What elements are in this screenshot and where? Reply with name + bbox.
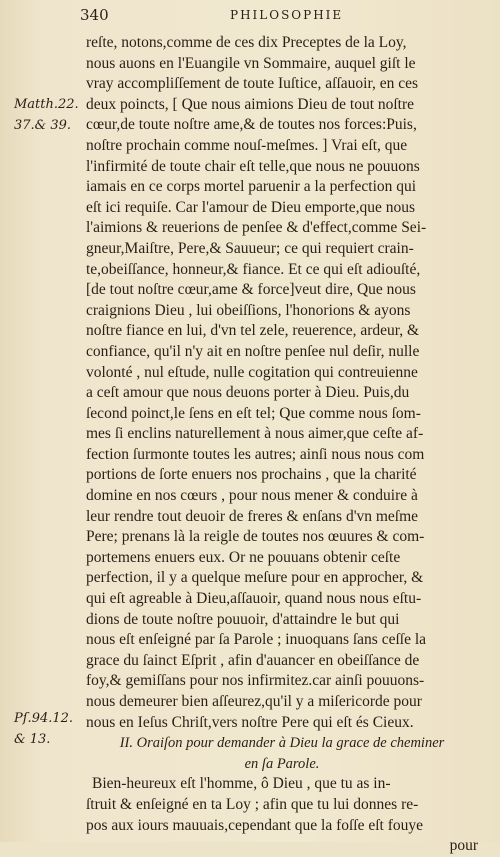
text-line: perfection, il y a quelque meſure pour en approcher, & (86, 569, 424, 587)
text-line: l'aimions & reuerions de penſee & d'effect,comme Sei- (86, 219, 427, 237)
text-line: Pere; prenans là la reigle de toutes nos œuures & com- (86, 528, 425, 546)
text-line: nous demeurer bien aſſeurez,qu'il y a miſericorde pour (86, 693, 422, 710)
text-line: portions de ſorte enuers nos prochains , que la charité (86, 466, 417, 484)
running-title: PHILOSOPHIE (230, 8, 344, 22)
text-line: craignions Dieu , lui obeiſſions, l'honorions & ayons (86, 301, 411, 319)
text-line: grace du ſainct Eſprit , afin d'auancer en obeiſſance de (86, 651, 420, 669)
text-line: fection ſurmonte toutes les autres; ainſi nous nous com (86, 445, 425, 463)
text-line: vray accompliſſement de toute Iuſtice, aſſauoir, en ces (86, 75, 419, 93)
text-line: reſte, notons,comme de ces dix Preceptes de la Loy, (86, 34, 407, 51)
text-line: pos aux iours mauuais,cependant que la foſſe eſt fouye (86, 816, 424, 834)
text-line: volonté , nul eſtude, nulle cogitation qui contreuienne (86, 363, 418, 381)
text-line: noſtre prochain comme nouſ-meſmes. ] Vrai eſt, que (86, 136, 408, 154)
text-line: qui eſt agreable à Dieu,aſſauoir, quand nous nous eſtu- (86, 590, 422, 608)
text-line: confiance, qu'il n'y ait en noſtre penſee nul deſir, nulle (86, 342, 420, 360)
text-line: [de tout noſtre cœur,ame & force]veut dire, Que nous (86, 281, 416, 299)
text-line: nous en Ieſus Chriſt,vers noſtre Pere qui eſt és Cieux. (86, 713, 414, 731)
text-line: a ceſt amour que nous deuons porter à Dieu. Puis,du (86, 384, 410, 402)
margin-note-matthew-verses: 37.& 39. (14, 118, 72, 133)
text-line: ſtruit & enſeigné en ta Loy ; afin que tu lui donnes re- (86, 795, 419, 813)
margin-note-psalm-verses: & 13. (14, 732, 51, 747)
text-line: leur rendre tout deuoir de freres & enſans d'vn meſme (86, 507, 419, 525)
catchword: pour (449, 837, 478, 855)
margin-note-psalm: Pſ.94.12. (14, 711, 74, 726)
section-heading-continued: en ſa Parole. (244, 755, 320, 772)
text-line: gneur,Maiſtre, Pere,& Sauueur; ce qui requiert crain- (86, 239, 414, 257)
page-number: 340 (80, 6, 109, 24)
text-line: nous auons en l'Euangile vn Sommaire, auquel giſt le (86, 54, 416, 72)
text-line: cœur,de toute noſtre ame,& de toutes nos forces:Puis, (86, 116, 417, 134)
text-line: ſecond poinct,le ſens en eſt tel; Que comme nous ſom- (86, 404, 421, 422)
page-header (80, 6, 480, 28)
text-line: te,obeiſſance, honneur,& fiance. Et ce qui eſt adiouſté, (86, 260, 421, 278)
text-line: Bien-heureux eſt l'homme, ô Dieu , que tu as in- (92, 775, 391, 793)
text-line: mes ſi enclins naturellement à nous aimer,que ceſte af- (86, 425, 424, 443)
text-line: domine en nos cœurs , pour nous mener & conduire à (86, 487, 418, 505)
text-line: foy,& gemiſſans pour nos infirmitez.car ainſi pouuons- (86, 672, 425, 690)
page-body (86, 33, 478, 857)
text-line: nous eſt enſeigné par ſa Parole ; inuoquans ſans ceſſe la (86, 631, 427, 649)
text-line: deux poincts, [ Que nous aimions Dieu de tout noſtre (86, 95, 415, 113)
text-line: dions de toute noſtre pouuoir, d'attaindre le but qui (86, 610, 400, 628)
text-line: portemens enuers eux. Or ne pouuans obtenir ceſte (86, 548, 401, 566)
section-heading: II. Oraiſon pour demander à Dieu la grace de cheminer (119, 735, 445, 752)
text-line: noſtre fiance en lui, d'vn tel zele, reuerence, ardeur, & (86, 322, 420, 340)
text-line: iamais en ce corps mortel paruenir a la perfection qui (86, 178, 417, 196)
margin-note-matthew: Matth.22. (14, 97, 79, 112)
text-line: eſt ici requiſe. Car l'amour de Dieu emporte,que nous (86, 198, 416, 216)
text-line: l'infirmité de toute chair eſt telle,que nous ne pouuons (86, 157, 420, 175)
